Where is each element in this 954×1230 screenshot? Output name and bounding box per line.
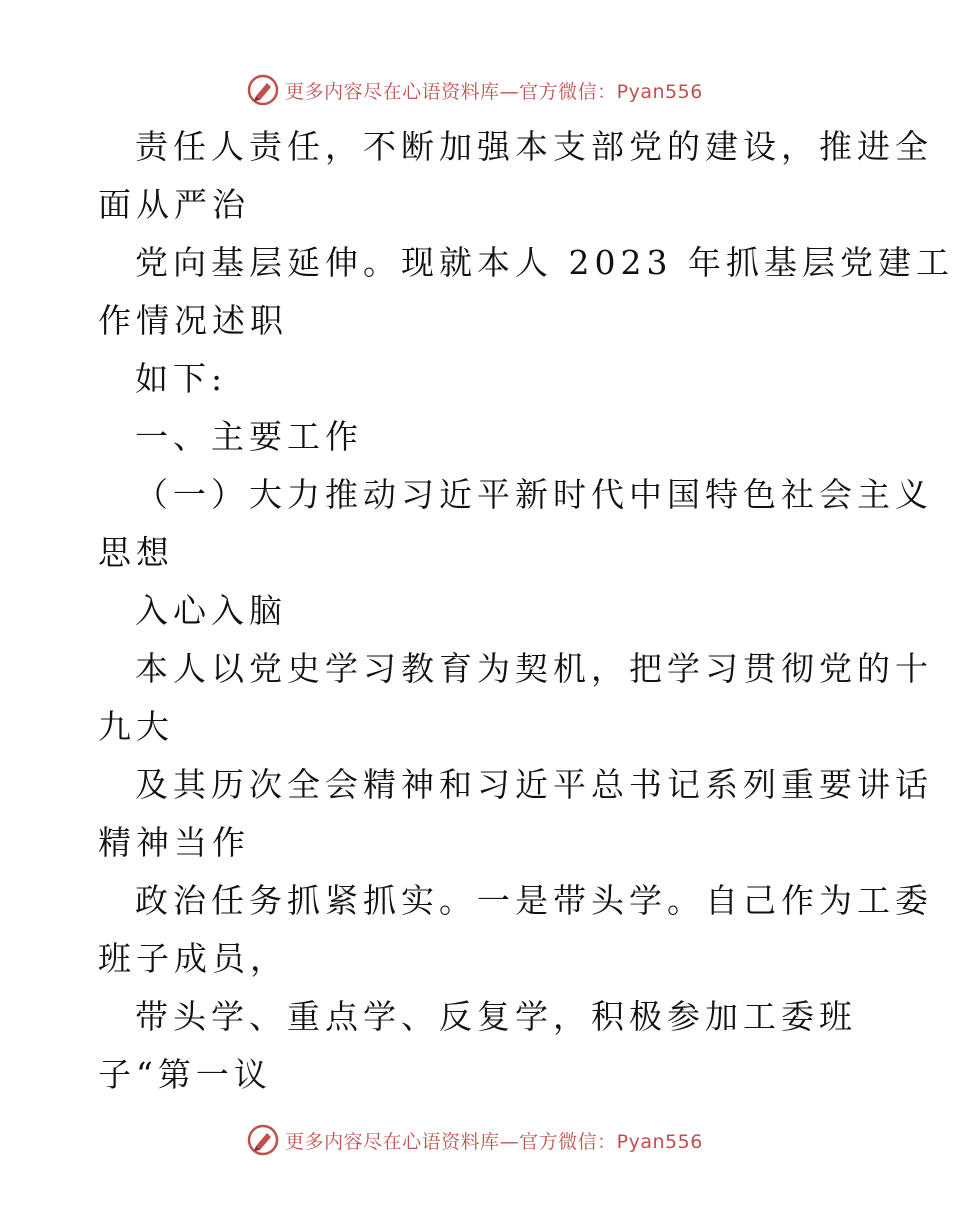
text-line-1: 责任人责任，不断加强本支部党的建设，推进全 <box>135 127 933 166</box>
document-body <box>98 118 954 1104</box>
text-line-12: 及其历次全会精神和习近平总书记系列重要讲话 <box>135 765 933 804</box>
watermark-text: 更多内容尽在心语资料库—官方微信：Pyan556 <box>285 80 703 103</box>
text-line-17: 子“第一议 <box>98 1055 272 1094</box>
section-heading: 一、主要工作 <box>135 417 363 456</box>
header-watermark <box>0 70 950 110</box>
text-line-3: 党向基层延伸。现就本人 2023 年抓基层党建工 <box>135 243 954 282</box>
text-line-14: 政治任务抓紧抓实。一是带头学。自己作为工委 <box>135 881 933 920</box>
subsection-heading: （一）大力推动习近平新时代中国特色社会主义 <box>135 475 933 514</box>
text-line-8: 思想 <box>98 533 174 572</box>
text-line-9: 入心入脑 <box>135 591 287 630</box>
logo-icon <box>247 1124 279 1156</box>
logo-icon <box>247 74 279 106</box>
text-line-4: 作情况述职 <box>98 301 288 340</box>
text-line-10: 本人以党史学习教育为契机，把学习贯彻党的十 <box>135 649 933 688</box>
text-line-2: 面从严治 <box>98 185 250 224</box>
text-line-5: 如下: <box>135 359 228 398</box>
text-line-16: 带头学、重点学、反复学，积极参加工委班 <box>135 997 857 1036</box>
text-line-13: 精神当作 <box>98 823 250 862</box>
text-line-11: 九大 <box>98 707 174 746</box>
watermark-text: 更多内容尽在心语资料库—官方微信：Pyan556 <box>285 1130 703 1153</box>
footer-watermark <box>0 1120 950 1160</box>
text-line-15: 班子成员， <box>98 939 288 978</box>
